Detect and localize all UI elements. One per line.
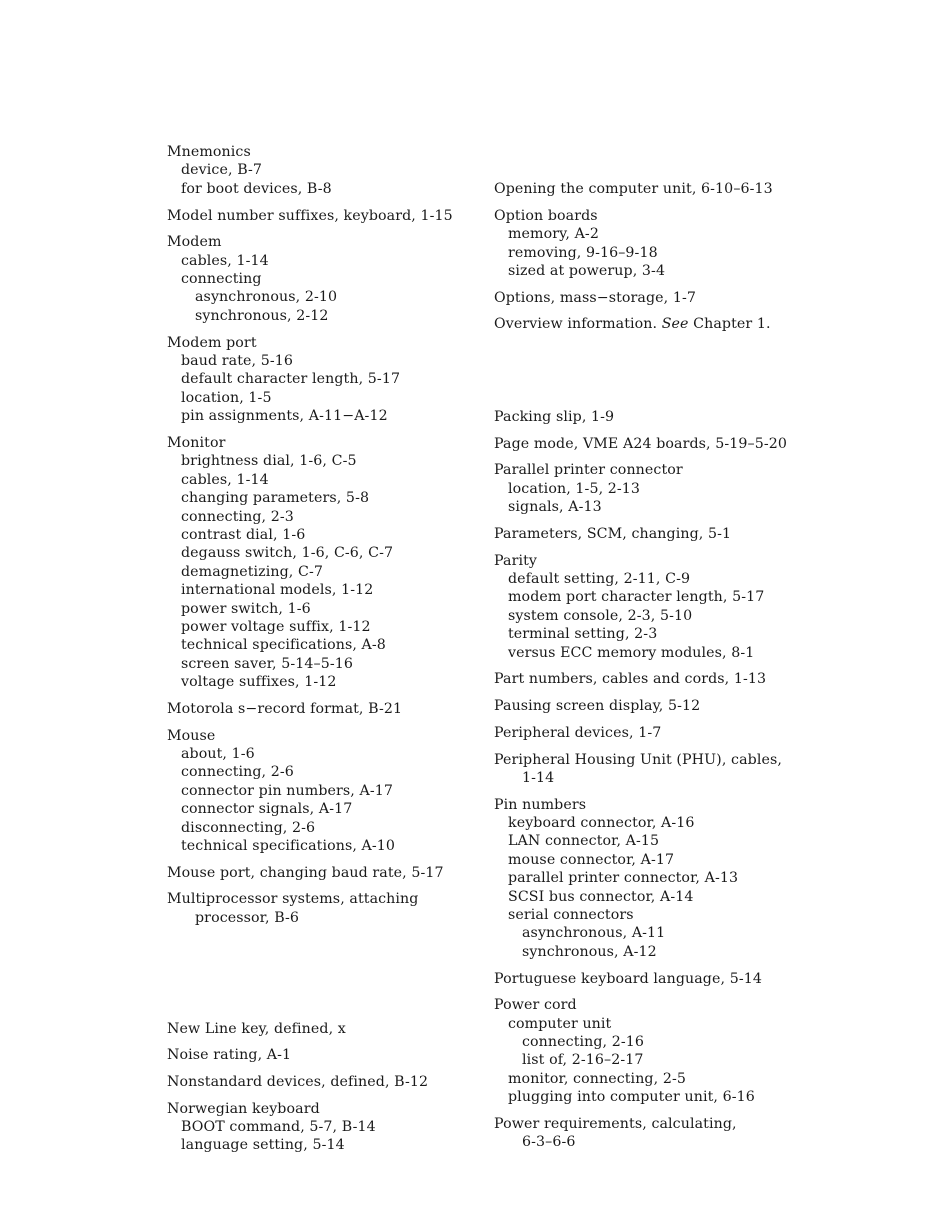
index-entry [167,1046,497,1064]
index-heading: Nonstandard devices, defined, B-12 [167,1073,429,1090]
index-subentry: changing parameters, 5-8 [181,490,370,507]
index-subentry: serial connectors [508,907,634,924]
index-subentry: cables, 1-14 [181,252,269,269]
index-entry [494,1115,824,1152]
index-subentry: contrast dial, 1-6 [181,526,306,543]
index-sub-subentry: synchronous, 2-12 [195,307,329,324]
index-heading: Pausing screen display, 5-12 [494,698,701,715]
index-heading: Modem port [167,334,257,351]
index-entry [494,461,824,516]
index-entry [494,525,824,543]
index-entry [167,890,497,927]
index-entry [494,315,824,333]
index-entry [494,697,824,715]
index-sub-subentry: asynchronous, 2-10 [195,289,338,306]
index-subentry: BOOT command, 5-7, B-14 [181,1119,376,1136]
index-subentry: degauss switch, 1-6, C-6, C-7 [181,545,394,562]
index-subentry: versus ECC memory modules, 8-1 [508,644,755,661]
index-heading-continuation: 1-14 [522,769,555,786]
index-subentry: brightness dial, 1-6, C-5 [181,453,357,470]
index-entry [167,864,497,882]
index-entry [494,552,824,662]
index-entry [494,180,824,198]
index-subentry: for boot devices, B-8 [181,180,332,197]
index-heading: Opening the computer unit, 6-10–6-13 [494,181,773,197]
index-entry [494,289,824,307]
index-subentry: sized at powerup, 3-4 [508,262,666,279]
letter-gap [494,342,824,408]
index-subentry: demagnetizing, C-7 [181,563,323,580]
index-subentry: technical specifications, A-10 [181,838,396,854]
index-entry [167,1100,497,1155]
index-heading: Pin numbers [494,796,587,813]
index-subentry: memory, A-2 [508,226,599,243]
index-entry [167,1020,497,1038]
index-subentry: baud rate, 5-16 [181,352,294,369]
index-group-p [494,408,824,1152]
index-subentry: location, 1-5 [181,389,272,406]
index-subentry: removing, 9-16–9-18 [508,244,658,261]
index-heading: Mouse port, changing baud rate, 5-17 [167,864,444,881]
index-subentry: default character length, 5-17 [181,371,401,388]
index-entry [167,700,497,718]
index-entry [167,233,497,325]
index-heading: Options, mass−storage, 1-7 [494,289,697,306]
index-heading: Model number suffixes, keyboard, 1-15 [167,207,453,224]
index-subentry: connecting, 2-6 [181,764,294,781]
index-subentry: about, 1-6 [181,745,255,762]
index-entry [494,435,824,453]
letter-gap [167,936,497,1020]
index-column-right [494,180,824,1160]
index-entry [494,970,824,988]
index-heading-ref: Chapter 1. [688,316,771,333]
index-subentry: technical specifications, A-8 [181,637,386,654]
index-heading: Parallel printer connector [494,462,683,479]
index-subentry: LAN connector, A-15 [508,833,660,850]
index-subentry: terminal setting, 2-3 [508,626,658,643]
index-group-m [167,143,497,927]
index-subentry: connecting, 2-3 [181,508,294,525]
index-heading: Peripheral Housing Unit (PHU), cables, [494,751,782,768]
index-subentry: disconnecting, 2-6 [181,819,316,836]
index-heading: Packing slip, 1-9 [494,409,615,426]
index-subentry: power switch, 1-6 [181,600,311,617]
index-heading: Noise rating, A-1 [167,1047,292,1064]
index-heading: Power cord [494,997,577,1014]
index-subentry: connector pin numbers, A-17 [181,782,393,799]
index-heading: Monitor [167,434,226,451]
index-heading-continuation: 6-3–6-6 [522,1134,576,1151]
see-reference: See [661,316,689,333]
index-subentry: SCSI bus connector, A-14 [508,888,694,905]
index-heading: Mouse [167,727,216,744]
index-heading: Part numbers, cables and cords, 1-13 [494,671,767,688]
index-heading: New Line key, defined, x [167,1020,346,1037]
index-subentry: connecting [181,271,262,288]
index-heading-text: Overview information. [494,316,662,333]
index-heading: Parity [494,552,538,569]
index-entry [494,996,824,1106]
index-entry [167,727,497,856]
index-subentry: language setting, 5-14 [181,1137,345,1154]
index-entry [494,408,824,426]
index-entry [494,751,824,788]
index-sub-subentry: connecting, 2-16 [522,1034,645,1051]
index-subentry: signals, A-13 [508,499,602,516]
index-subentry: parallel printer connector, A-13 [508,870,739,887]
index-subentry: modem port character length, 5-17 [508,589,765,606]
index-subentry: location, 1-5, 2-13 [508,480,641,497]
index-subentry: international models, 1-12 [181,582,374,599]
index-sub-subentry: asynchronous, A-11 [522,925,666,942]
index-heading-continuation: processor, B-6 [195,909,300,926]
index-heading: Multiprocessor systems, attaching [167,891,419,908]
index-heading: Option boards [494,207,598,224]
index-subentry: plugging into computer unit, 6-16 [508,1089,755,1106]
index-column-left [167,143,497,1163]
index-sub-subentry: synchronous, A-12 [522,943,657,960]
index-heading: Power requirements, calculating, [494,1116,737,1132]
index-entry [494,207,824,281]
index-subentry: pin assignments, A-11−A-12 [181,408,388,425]
index-heading: Modem [167,234,222,251]
index-heading: Portuguese keyboard language, 5-14 [494,970,762,987]
index-subentry: device, B-7 [181,162,263,179]
index-subentry: computer unit [508,1015,612,1032]
index-entry [167,1073,497,1091]
index-entry [494,796,824,962]
index-heading: Norwegian keyboard [167,1100,320,1117]
index-entry [167,207,497,225]
index-subentry: voltage suffixes, 1-12 [181,674,337,691]
index-subentry: default setting, 2-11, C-9 [508,571,691,588]
index-heading [494,315,824,333]
index-subentry: mouse connector, A-17 [508,851,675,868]
index-subentry: screen saver, 5-14–5-16 [181,655,353,672]
index-entry [494,670,824,688]
index-group-n [167,1020,497,1155]
index-group-o [494,180,824,334]
index-subentry: cables, 1-14 [181,471,269,488]
index-entry [494,724,824,742]
index-entry [167,434,497,692]
index-heading: Parameters, SCM, changing, 5-1 [494,525,732,542]
index-heading: Mnemonics [167,144,251,160]
index-heading: Peripheral devices, 1-7 [494,724,662,741]
index-subentry: keyboard connector, A-16 [508,815,695,832]
index-subentry: power voltage suffix, 1-12 [181,618,371,635]
index-heading: Motorola s−record format, B-21 [167,700,403,717]
index-subentry: connector signals, A-17 [181,801,353,818]
index-entry [167,334,497,426]
index-heading: Page mode, VME A24 boards, 5-19–5-20 [494,435,787,452]
index-subentry: monitor, connecting, 2-5 [508,1070,686,1087]
index-entry [167,143,497,198]
index-subentry: system console, 2-3, 5-10 [508,607,693,624]
index-sub-subentry: list of, 2-16–2-17 [522,1052,644,1069]
